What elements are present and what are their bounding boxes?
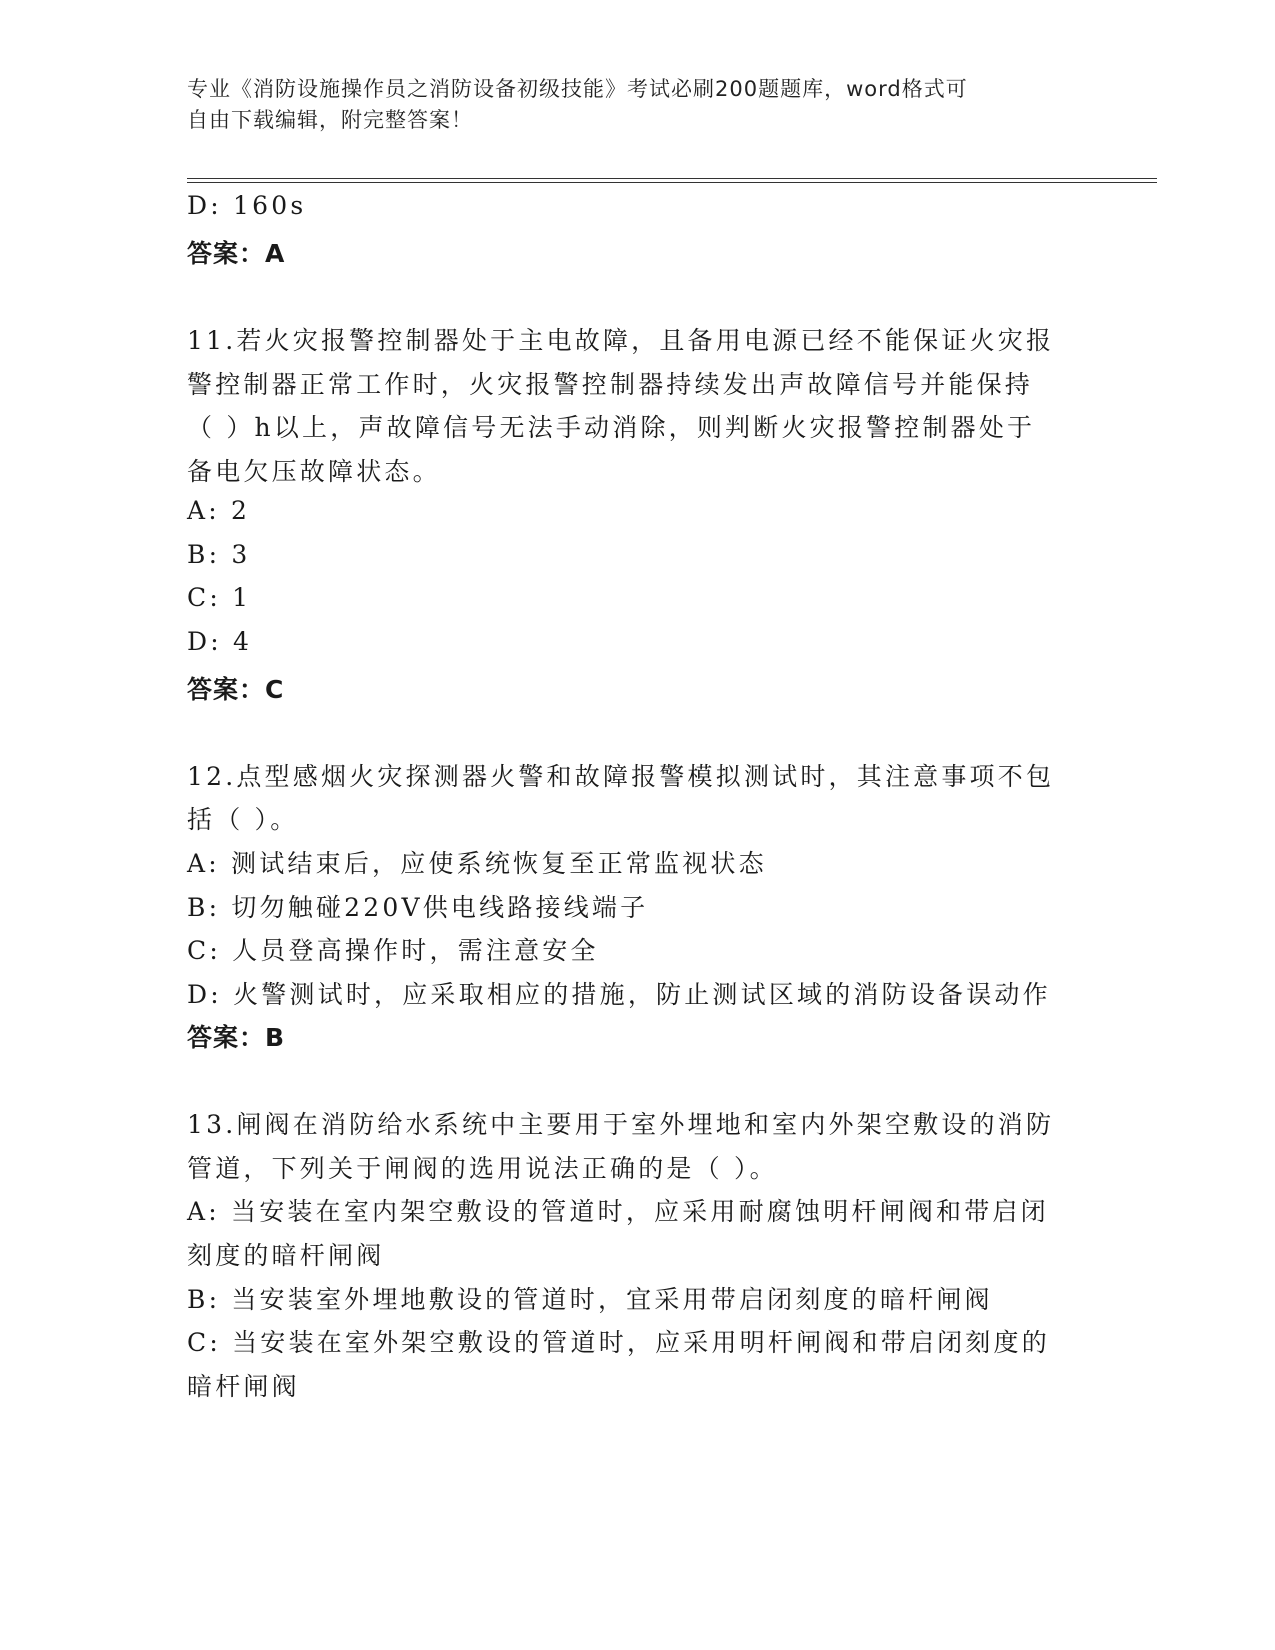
q13-option-b: B: 当安装室外埋地敷设的管道时，宜采用带启闭刻度的暗杆闸阀 [187,1285,993,1314]
q11-answer: 答案：C [187,675,285,704]
q11-option-d: D: 4 [187,627,253,656]
q13-stem-line-2: 管道，下列关于闸阀的选用说法正确的是（ ）。 [187,1154,778,1183]
q11-stem-line-4: 备电欠压故障状态。 [187,457,441,486]
header-line-2: 自由下载编辑，附完整答案！ [187,108,473,132]
q11-stem-line-2: 警控制器正常工作时，火灾报警控制器持续发出声故障信号并能保持 [187,370,1034,399]
q12-option-c: C: 人员登高操作时，需注意安全 [187,936,599,965]
q11-option-a: A: 2 [187,496,251,525]
q11-option-c: C: 1 [187,583,252,612]
document-header [187,74,1067,136]
q12-option-b: B: 切勿触碰220V供电线路接线端子 [187,893,649,922]
header-line-1: 专业《消防设施操作员之消防设备初级技能》考试必刷200题题库，word格式可 [187,77,968,101]
prev-option-d: D: 160s [187,191,307,220]
q13-option-c-cont: 暗杆闸阀 [187,1372,300,1401]
q13-option-a-cont: 刻度的暗杆闸阀 [187,1241,385,1270]
q13-option-c: C: 当安装在室外架空敷设的管道时，应采用明杆闸阀和带启闭刻度的 [187,1328,1050,1357]
q11-option-b: B: 3 [187,540,251,569]
q11-stem-line-1: 11.若火灾报警控制器处于主电故障，且备用电源已经不能保证火灾报 [187,326,1055,355]
q13-stem-line-1: 13.闸阀在消防给水系统中主要用于室外埋地和室内外架空敷设的消防 [187,1110,1055,1139]
header-divider-bottom [187,182,1157,183]
q12-stem-line-2: 括（ ）。 [187,805,299,834]
header-divider-top [187,178,1157,179]
q13-option-a: A: 当安装在室内架空敷设的管道时，应采用耐腐蚀明杆闸阀和带启闭 [187,1197,1049,1226]
prev-answer: 答案：A [187,239,286,268]
q12-answer: 答案：B [187,1023,286,1052]
q12-option-a: A: 测试结束后，应使系统恢复至正常监视状态 [187,849,767,878]
q12-stem-line-1: 12.点型感烟火灾探测器火警和故障报警模拟测试时，其注意事项不包 [187,762,1055,791]
q11-stem-line-3: （ ）h以上，声故障信号无法手动消除，则判断火灾报警控制器处于 [187,413,1036,442]
q12-option-d: D: 火警测试时，应采取相应的措施，防止测试区域的消防设备误动作 [187,980,1051,1009]
